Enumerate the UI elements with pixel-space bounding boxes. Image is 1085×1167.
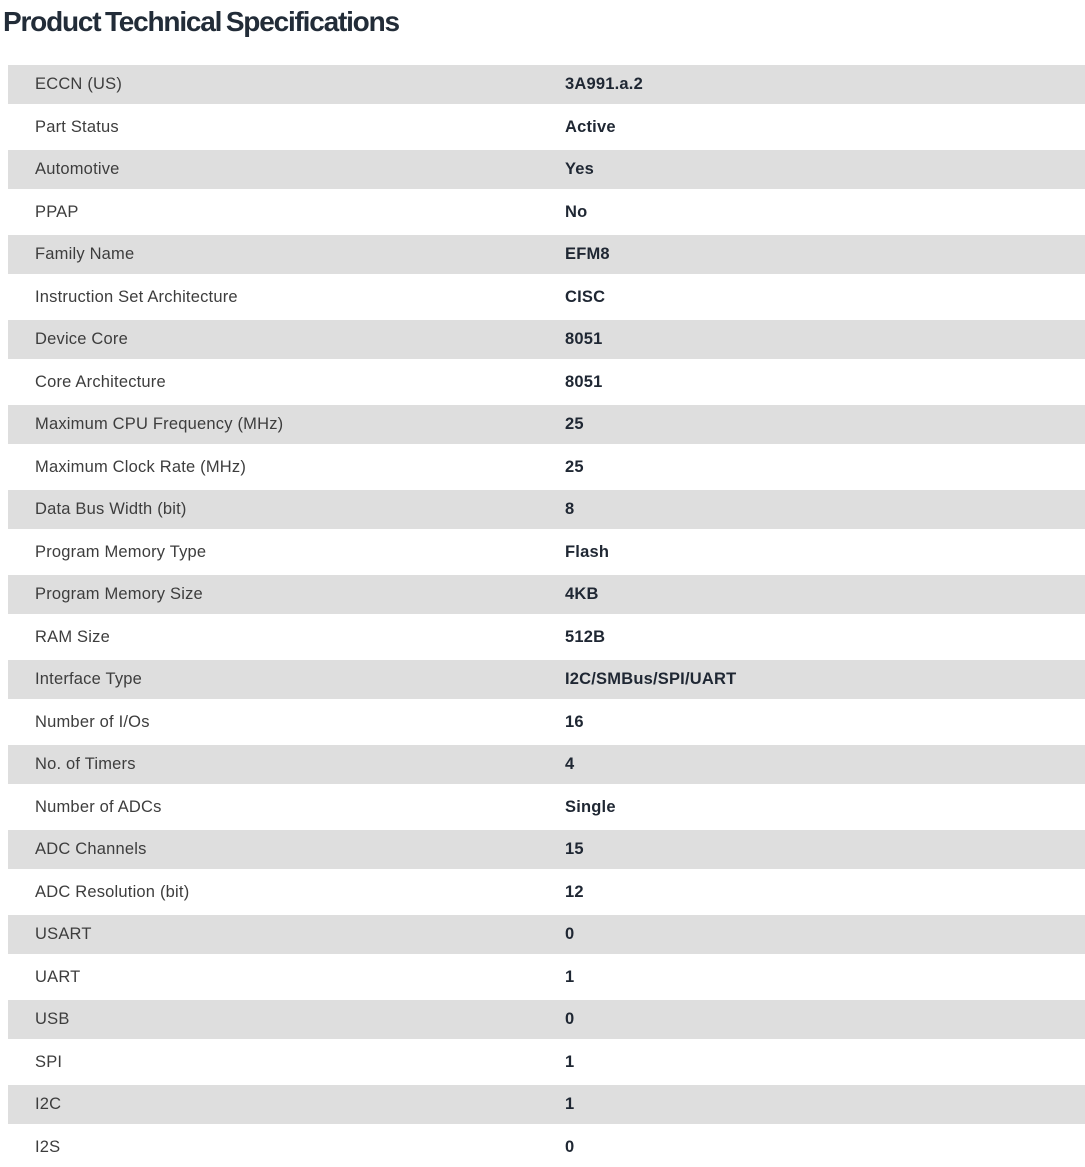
spec-value: 25 [565,457,584,476]
spec-label: RAM Size [35,627,110,646]
spec-row [8,448,1085,487]
spec-value: 16 [565,712,584,731]
spec-row [8,660,1085,699]
spec-label: SPI [35,1052,63,1071]
spec-label: ADC Channels [35,840,147,858]
spec-row [8,490,1085,529]
spec-label: Maximum CPU Frequency (MHz) [35,415,284,433]
spec-row [8,193,1085,232]
spec-label: Program Memory Type [35,542,207,561]
spec-row [8,958,1085,997]
spec-value: 0 [565,925,575,943]
spec-label: Device Core [35,330,128,348]
spec-label: Data Bus Width (bit) [35,500,187,518]
spec-row [8,1043,1085,1082]
spec-value: I2C/SMBus/SPI/UART [565,670,737,688]
spec-label: I2C [35,1095,62,1113]
spec-label: Maximum Clock Rate (MHz) [35,457,247,476]
spec-value: 8051 [565,372,603,391]
spec-row [8,405,1085,444]
spec-value: 15 [565,840,584,858]
spec-label: No. of Timers [35,755,136,773]
spec-label: USART [35,925,92,943]
spec-value: Flash [565,542,610,561]
spec-row [8,150,1085,189]
spec-label: Family Name [35,245,135,263]
spec-row [8,915,1085,954]
spec-row [8,278,1085,317]
spec-label: Number of I/Os [35,712,150,731]
spec-label: Number of ADCs [35,797,162,816]
spec-row [8,235,1085,274]
spec-value: 25 [565,415,584,433]
spec-value: 3A991.a.2 [565,75,643,93]
spec-label: Part Status [35,117,119,136]
spec-value: 512B [565,627,606,646]
spec-row [8,65,1085,104]
spec-label: UART [35,967,81,986]
spec-label: USB [35,1010,70,1028]
page-title: Product Technical Specifications [3,6,399,37]
spec-row [8,1000,1085,1039]
spec-row [8,533,1085,572]
spec-value: 0 [565,1137,575,1156]
spec-label: ADC Resolution (bit) [35,882,190,901]
spec-value: EFM8 [565,245,610,263]
spec-value: 12 [565,882,584,901]
spec-value: 8 [565,500,575,518]
spec-label: Instruction Set Architecture [35,287,238,306]
spec-row [8,363,1085,402]
spec-label: Program Memory Size [35,585,203,603]
spec-value: 4 [565,755,575,773]
spec-value: 1 [565,1095,575,1113]
spec-row [8,745,1085,784]
spec-value: 4KB [565,585,599,603]
spec-label: Interface Type [35,670,143,688]
spec-row [8,1128,1085,1167]
spec-row [8,788,1085,827]
spec-row [8,618,1085,657]
spec-value: 8051 [565,330,603,348]
spec-row [8,108,1085,147]
spec-value: CISC [565,287,606,306]
spec-row [8,873,1085,912]
spec-label: I2S [35,1137,61,1156]
spec-label: Core Architecture [35,372,166,391]
spec-row [8,320,1085,359]
spec-value: Yes [565,160,595,178]
spec-label: Automotive [35,160,120,178]
spec-label: PPAP [35,202,79,221]
spec-value: 1 [565,967,575,986]
spec-value: Single [565,797,616,816]
spec-row [8,1085,1085,1124]
spec-value: 1 [565,1052,575,1071]
spec-value: Active [565,117,616,136]
spec-label: ECCN (US) [35,75,123,93]
spec-table [0,65,1085,1167]
spec-value: 0 [565,1010,575,1028]
spec-value: No [565,202,588,221]
spec-row [8,575,1085,614]
spec-row [8,703,1085,742]
spec-row [8,830,1085,869]
